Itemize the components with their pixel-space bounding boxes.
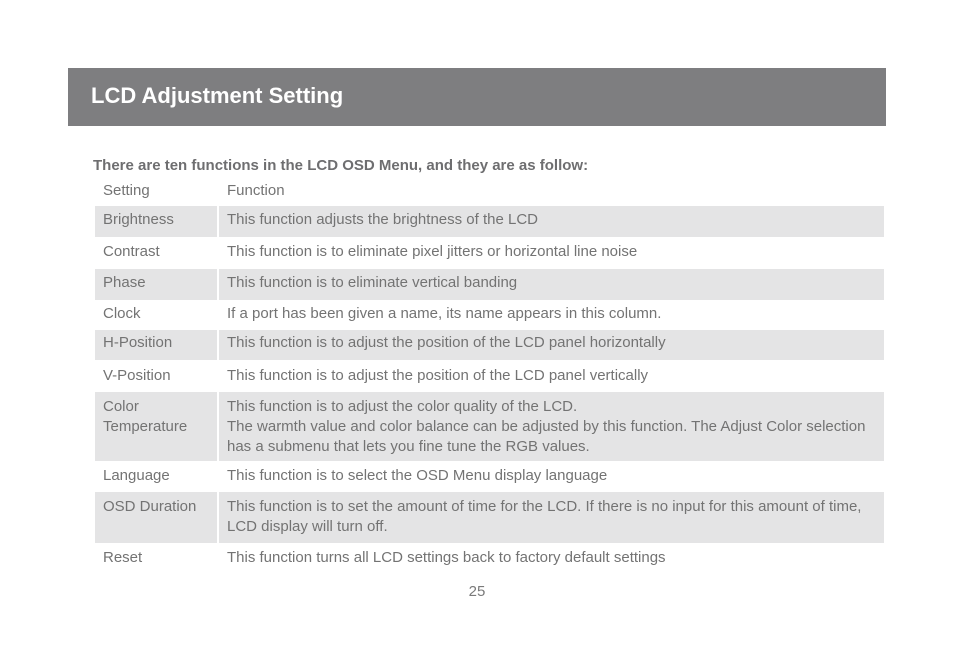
table-row bbox=[95, 360, 884, 392]
intro-text: There are ten functions in the LCD OSD Menu, and they are as follow: bbox=[93, 157, 589, 174]
setting-cell: V-Position bbox=[103, 367, 171, 384]
table-header-row bbox=[95, 178, 884, 206]
column-header-function: Function bbox=[227, 182, 285, 199]
table-row bbox=[95, 269, 884, 300]
setting-cell: Color Temperature bbox=[95, 392, 217, 461]
page-title: LCD Adjustment Setting bbox=[91, 83, 344, 108]
table-row bbox=[95, 238, 884, 269]
table-row bbox=[95, 492, 884, 543]
table-row bbox=[95, 206, 884, 237]
table-row bbox=[95, 543, 884, 573]
function-cell: This function turns all LCD settings back to factory default settings bbox=[227, 549, 666, 566]
column-header-setting: Setting bbox=[103, 182, 150, 199]
function-cell: If a port has been given a name, its name appears in this column. bbox=[227, 305, 662, 322]
function-cell: This function is to adjust the color quality of the LCD. The warmth value and color balance can be adjusted by this function. The Adjust Color selection has a submenu that lets you fine tune the RGB values. bbox=[219, 392, 884, 461]
setting-cell: Phase bbox=[95, 269, 217, 300]
setting-cell: OSD Duration bbox=[95, 492, 217, 543]
page-number: 25 bbox=[468, 583, 486, 600]
function-cell: This function is to adjust the position of the LCD panel horizontally bbox=[219, 330, 884, 360]
table-row bbox=[95, 461, 884, 492]
setting-cell: Clock bbox=[103, 305, 141, 322]
table-row bbox=[95, 330, 884, 360]
function-cell: This function adjusts the brightness of the LCD bbox=[219, 206, 884, 237]
settings-table bbox=[95, 178, 884, 573]
function-cell: This function is to eliminate pixel jitters or horizontal line noise bbox=[227, 243, 638, 260]
setting-cell: H-Position bbox=[95, 330, 217, 360]
setting-cell: Contrast bbox=[103, 243, 160, 260]
section-header-bar bbox=[68, 68, 886, 126]
function-cell: This function is to adjust the position of the LCD panel vertically bbox=[227, 367, 649, 384]
setting-cell: Brightness bbox=[95, 206, 217, 237]
function-cell: This function is to select the OSD Menu display language bbox=[227, 467, 608, 484]
table-row bbox=[95, 392, 884, 461]
setting-cell: Language bbox=[103, 467, 170, 484]
table-row bbox=[95, 300, 884, 330]
function-cell: This function is to set the amount of time for the LCD. If there is no input for this amount of time, LCD display will turn off. bbox=[219, 492, 884, 543]
setting-cell: Reset bbox=[103, 549, 143, 566]
function-cell: This function is to eliminate vertical banding bbox=[219, 269, 884, 300]
